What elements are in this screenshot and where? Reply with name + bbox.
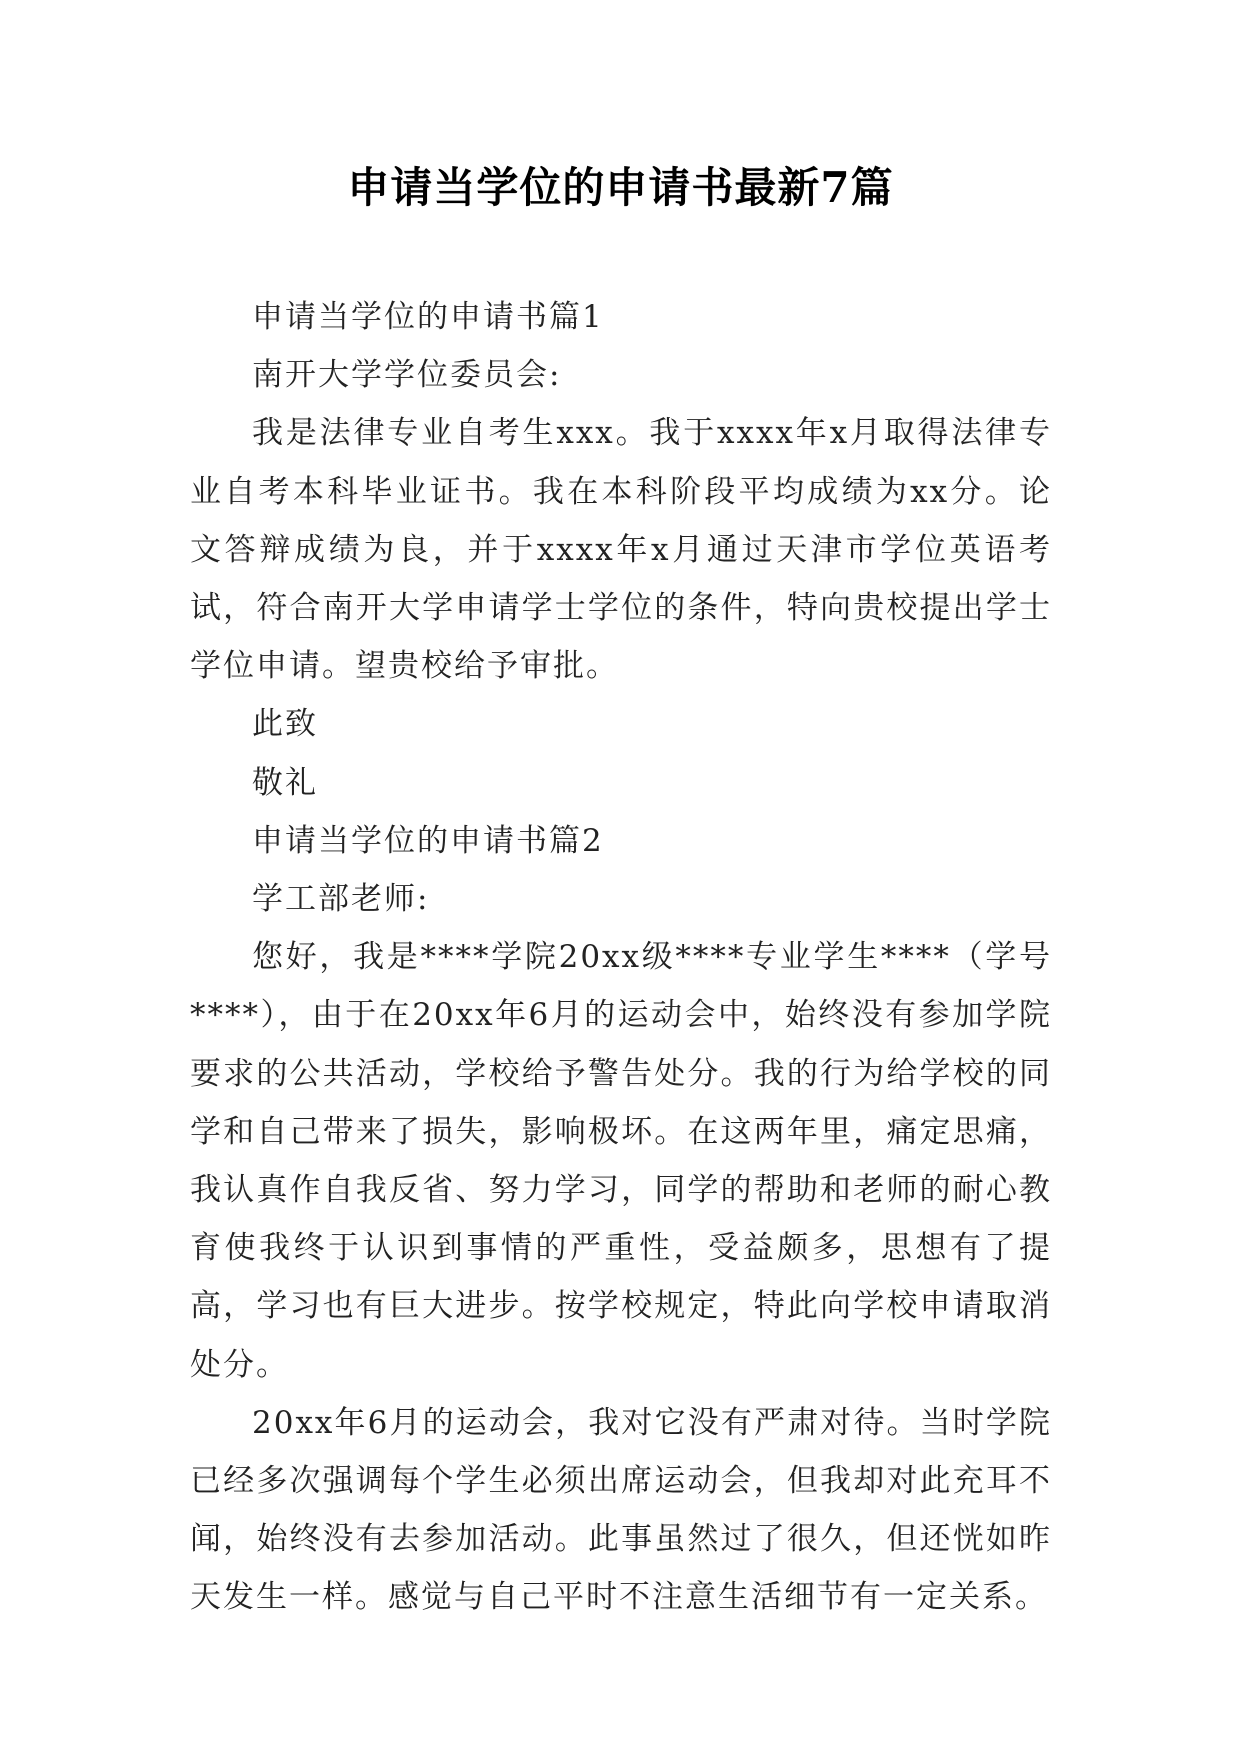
document-title: 申请当学位的申请书最新7篇: [347, 163, 894, 212]
salutation: 南开大学学位委员会:: [252, 357, 562, 394]
body-paragraph: 您好，我是****学院20xx级****专业学生****（学号****），由于在20xx年6月的运动会中，始终没有参加学院要求的公共活动，学校给予警告处分。我的行为给学校的同学和自己带来了损失，影响极坏。在这两年里，痛定思痛，我认真作自我反省、努力学习，同学的帮助和老师的耐心教育使我终于认识到事情的严重性，受益颇多，思想有了提高，学习也有巨大进步。按学校规定，特此向学校申请取消处分。: [190, 939, 1052, 1383]
document-body: [190, 288, 1052, 1627]
body-paragraph: 20xx年6月的运动会，我对它没有严肃对待。当时学院已经多次强调每个学生必须出席运动会，但我却对此充耳不闻，始终没有去参加活动。此事虽然过了很久，但还恍如昨天发生一样。感觉与自己平时不注意生活细节有一定关系。: [190, 1404, 1052, 1616]
section-heading: 申请当学位的申请书篇1: [252, 299, 604, 335]
closing-line: 此致: [252, 706, 318, 743]
closing-line: 敬礼: [252, 764, 318, 801]
body-paragraph: 我是法律专业自考生xxx。我于xxxx年x月取得法律专业自考本科毕业证书。我在本科阶段平均成绩为xx分。论文答辩成绩为良，并于xxxx年x月通过天津市学位英语考试，符合南开大学申请学士学位的条件，特向贵校提出学士学位申请。望贵校给予审批。: [190, 415, 1052, 685]
section-heading: 申请当学位的申请书篇2: [252, 822, 604, 859]
salutation: 学工部老师:: [252, 881, 430, 918]
